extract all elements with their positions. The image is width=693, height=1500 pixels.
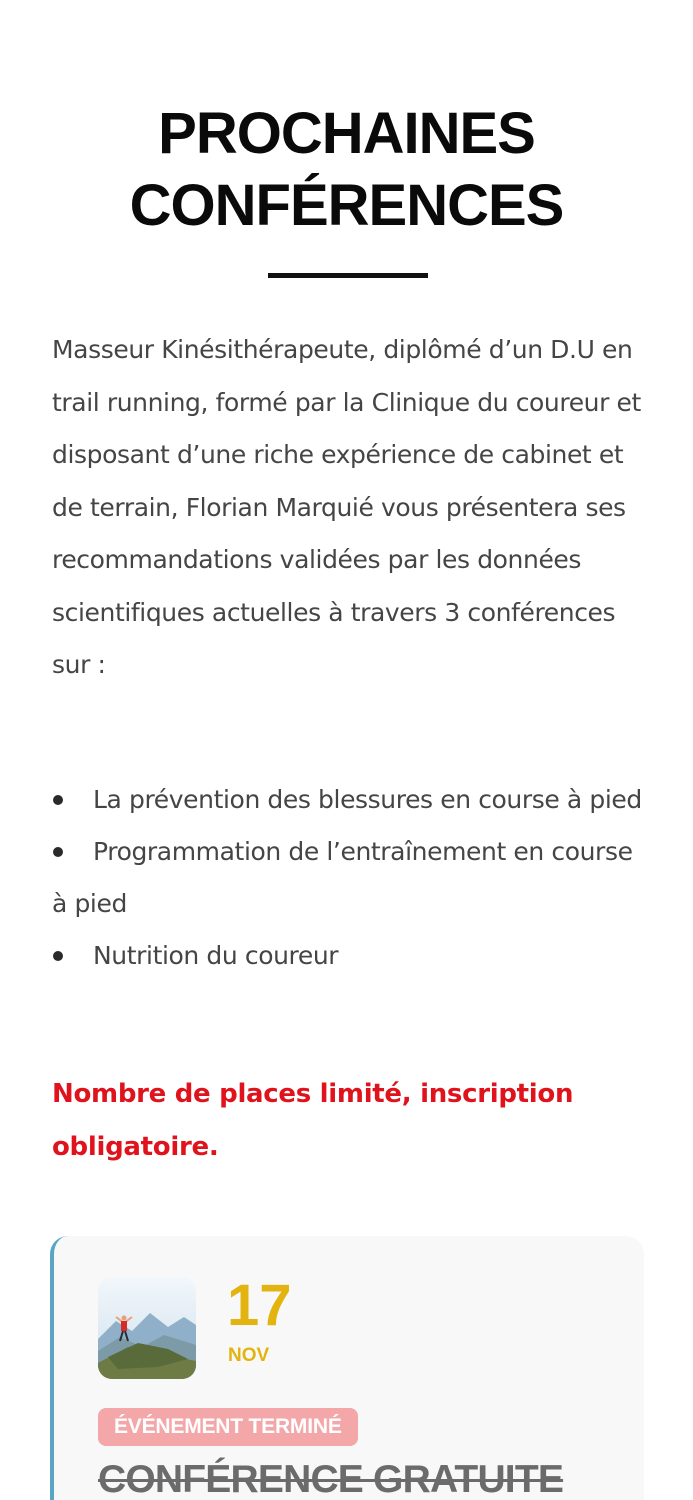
event-thumbnail[interactable] bbox=[98, 1277, 196, 1379]
section-title-line-2: CONFÉRENCES bbox=[129, 173, 564, 238]
list-item bbox=[52, 826, 652, 930]
topic-label: La prévention des blessures en course à pied bbox=[93, 785, 642, 814]
status-badge: ÉVÉNEMENT TERMINÉ bbox=[98, 1408, 358, 1446]
event-title-link[interactable]: CONFÉRENCE GRATUITE bbox=[98, 1458, 564, 1500]
event-card[interactable] bbox=[50, 1236, 644, 1500]
intro-paragraph: Masseur Kinésithérapeute, diplômé d’un D.U en trail running, formé par la Clinique du coureur et disposant d’une riche expérience de cabinet et de terrain, Florian Marquié vous présentera ses recommandations validées par les données scientifiques actuelles à travers 3 conférences sur : bbox=[52, 335, 641, 679]
list-item bbox=[52, 930, 652, 982]
topic-label: Programmation de l’entraînement en course à pied bbox=[52, 837, 633, 918]
runner-mountain-photo-icon bbox=[98, 1277, 196, 1379]
topic-label: Nutrition du coureur bbox=[93, 941, 339, 970]
event-date-day: 17 bbox=[227, 1273, 292, 1338]
registration-notice: Nombre de places limité, inscription obligatoire. bbox=[52, 1079, 574, 1162]
list-item bbox=[52, 774, 652, 826]
title-divider bbox=[268, 273, 428, 278]
bullet-icon bbox=[53, 951, 63, 961]
topics-list bbox=[52, 774, 652, 982]
bullet-icon bbox=[53, 847, 63, 857]
bullet-icon bbox=[53, 795, 63, 805]
section-title bbox=[0, 98, 693, 242]
section-title-line-1: PROCHAINES bbox=[158, 101, 535, 166]
event-date-month: NOV bbox=[228, 1345, 270, 1366]
